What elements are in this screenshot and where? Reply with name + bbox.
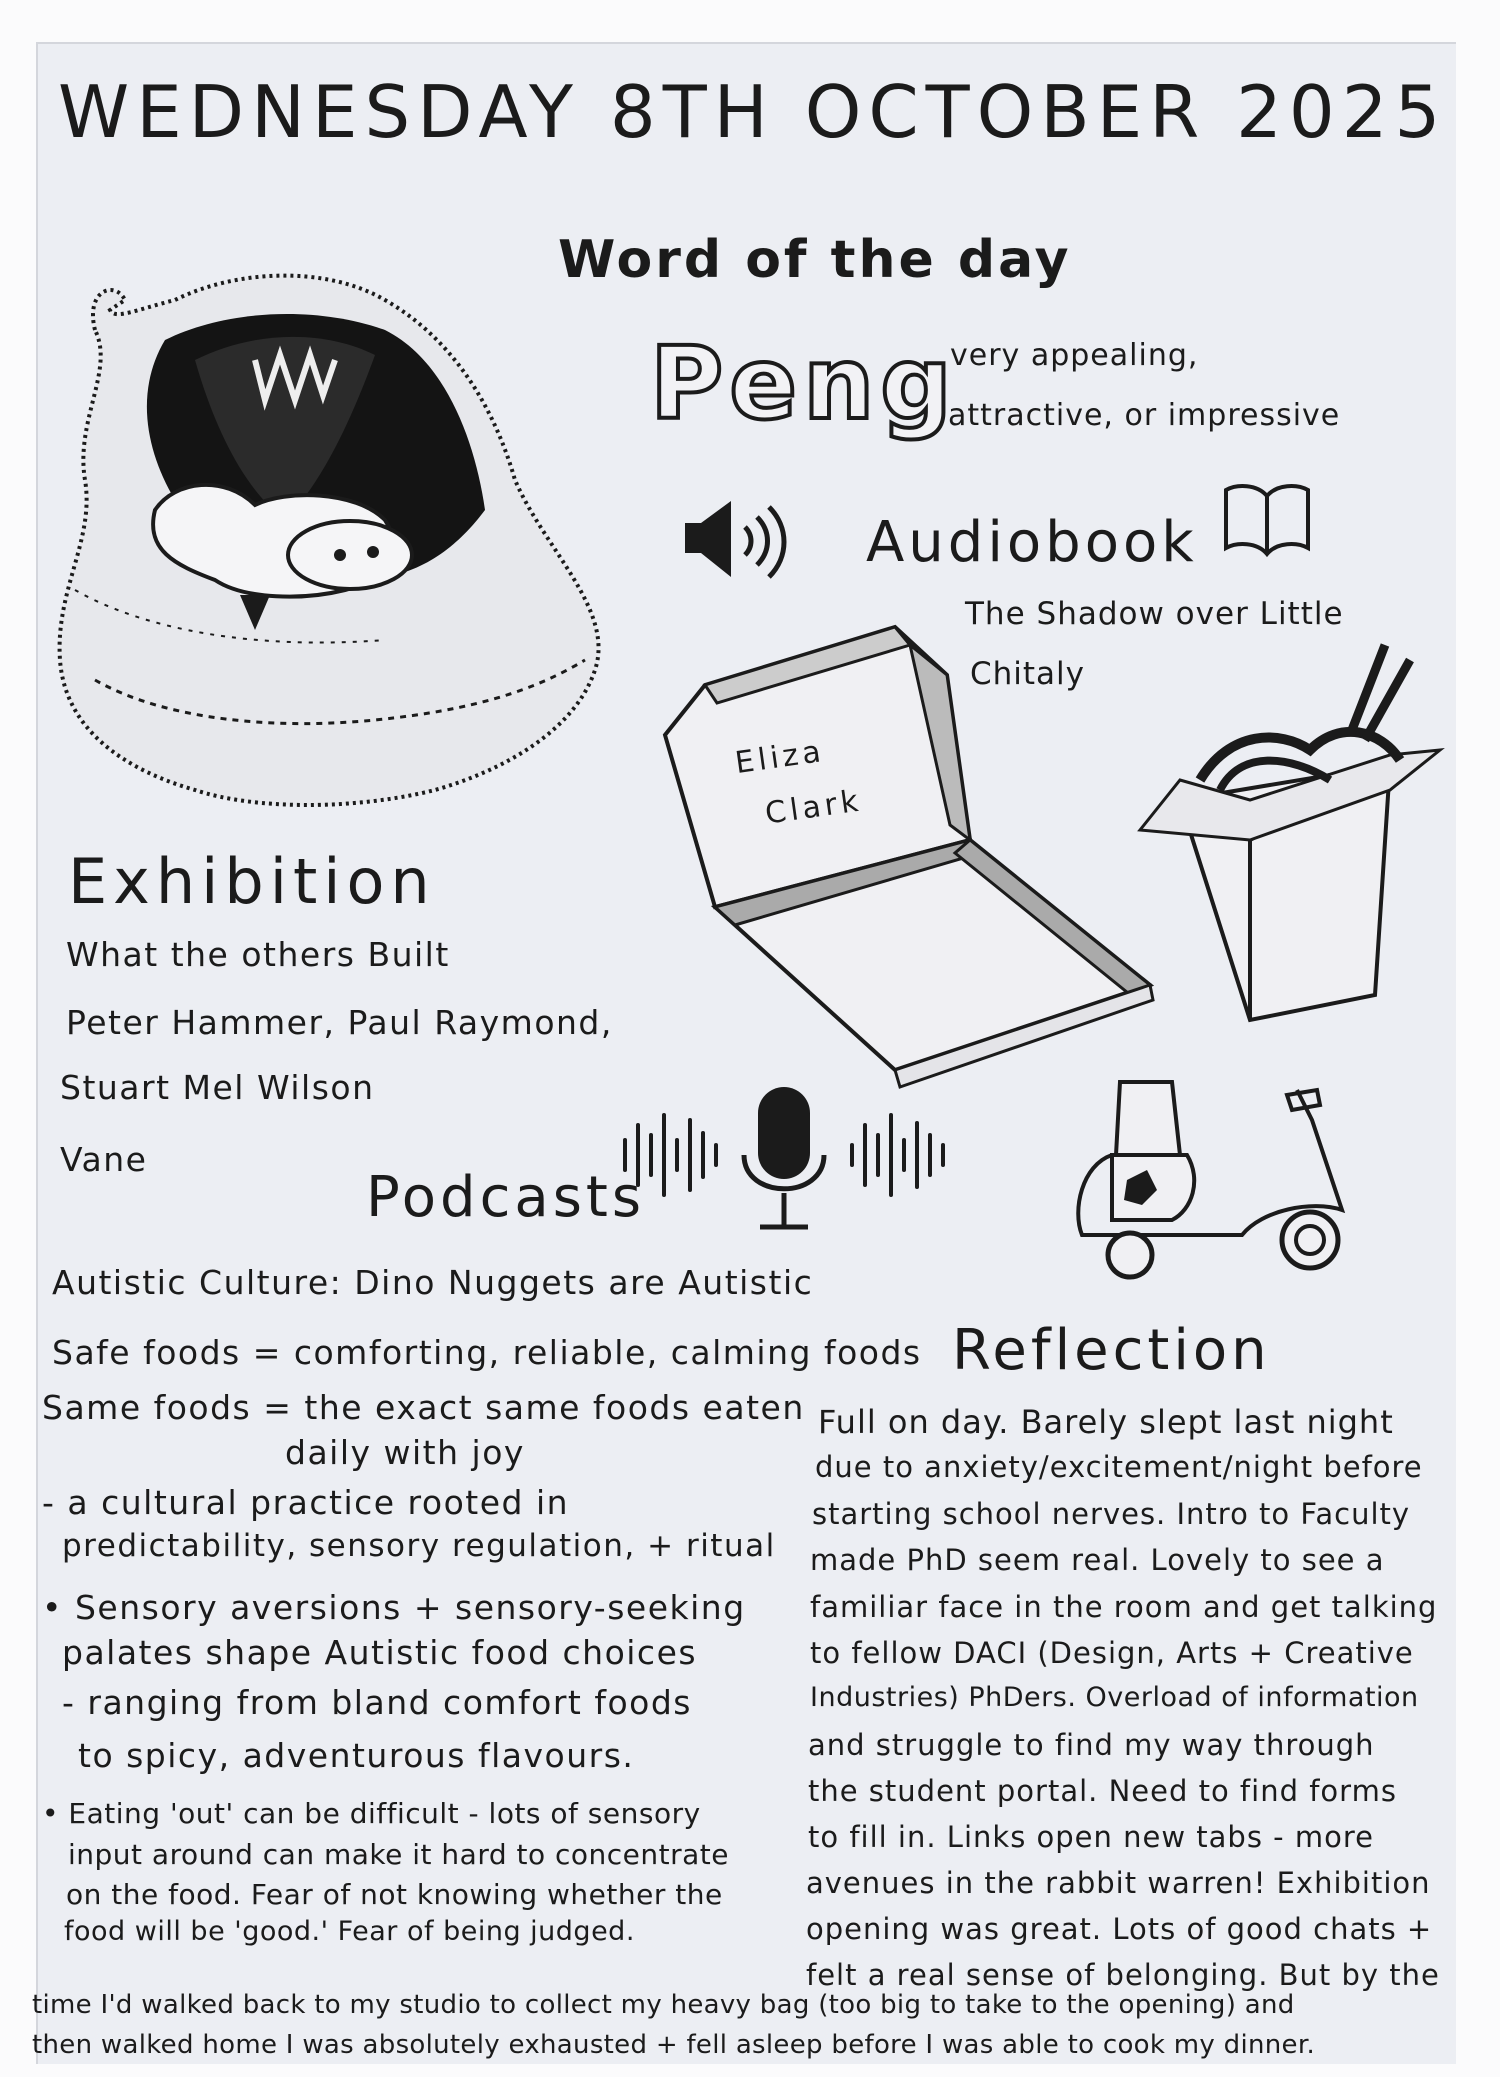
reflection-line: to fill in. Links open new tabs - more [808, 1820, 1374, 1854]
podcast-note-line: Same foods = the exact same foods eaten [42, 1388, 805, 1427]
podcast-note-line: input around can make it hard to concentrate [68, 1838, 730, 1871]
podcast-note-line: palates shape Autistic food choices [62, 1633, 698, 1672]
podcasts-heading: Podcasts [366, 1165, 645, 1230]
reflection-line: due to anxiety/excitement/night before [815, 1450, 1423, 1484]
pizza-box-drawing-icon [655, 625, 1175, 1095]
reflection-line: familiar face in the room and get talking [810, 1590, 1438, 1624]
reflection-line: made PhD seem real. Lovely to see a [810, 1543, 1385, 1577]
microphone-icon [620, 1085, 960, 1245]
exhibition-artists-line-1: Peter Hammer, Paul Raymond, [66, 1003, 613, 1042]
word-definition-line-1: very appealing, [950, 338, 1199, 373]
audiobook-title-line-1: The Shadow over Little [965, 596, 1344, 632]
reflection-line: opening was great. Lots of good chats + [806, 1912, 1433, 1946]
speaker-icon [683, 495, 803, 585]
podcast-note-line: to spicy, adventurous flavours. [78, 1736, 635, 1775]
reflection-footer-line-1: time I'd walked back to my studio to collect my heavy bag (too big to take to the opening) and [32, 1990, 1295, 2020]
reflection-footer-line-2: then walked home I was absolutely exhausted + fell asleep before I was able to cook my dinner. [32, 2030, 1316, 2060]
podcast-note-line: daily with joy [285, 1433, 525, 1472]
podcast-note-line: • Sensory aversions + sensory-seeking [42, 1588, 746, 1627]
reflection-line: starting school nerves. Intro to Faculty [812, 1497, 1411, 1531]
podcast-note-line: predictability, sensory regulation, + ritual [62, 1528, 776, 1564]
podcast-note-line: food will be 'good.' Fear of being judged. [64, 1916, 635, 1947]
exhibition-title: What the others Built [66, 935, 450, 974]
reflection-line: the student portal. Need to find forms [808, 1774, 1397, 1808]
audiobook-author-line-1: Eliza [733, 733, 827, 782]
podcast-note-line: - ranging from bland comfort foods [62, 1683, 692, 1722]
audiobook-title-line-2: Chitaly [970, 656, 1086, 692]
noodle-box-icon [1140, 640, 1450, 1020]
reflection-heading: Reflection [952, 1318, 1271, 1383]
reflection-line: felt a real sense of belonging. But by the [806, 1958, 1440, 1992]
exhibition-heading: Exhibition [68, 845, 436, 918]
scooter-icon [1072, 1060, 1372, 1280]
exhibition-artists-line-2: Stuart Mel Wilson [60, 1068, 375, 1107]
book-icon [1222, 476, 1312, 566]
reflection-line: avenues in the rabbit warren! Exhibition [806, 1866, 1431, 1900]
page-date: WEDNESDAY 8TH OCTOBER 2025 [58, 70, 1448, 154]
podcast-episode-title: Autistic Culture: Dino Nuggets are Autistic [52, 1263, 814, 1302]
reflection-line: Full on day. Barely slept last night [818, 1403, 1394, 1441]
word-of-day-heading: Word of the day [558, 230, 1072, 290]
audiobook-heading: Audiobook [866, 510, 1198, 575]
audiobook-author-line-2: Clark [763, 783, 865, 832]
reflection-line: and struggle to find my way through [808, 1728, 1375, 1762]
exhibition-artists-line-3: Vane [60, 1140, 148, 1179]
word-of-day-word: Peng [650, 325, 958, 442]
reflection-line: Industries) PhDers. Overload of information [810, 1682, 1419, 1713]
podcast-note-line: - a cultural practice rooted in [42, 1483, 570, 1522]
podcast-note-line: on the food. Fear of not knowing whether the [66, 1878, 723, 1911]
reflection-line: to fellow DACI (Design, Arts + Creative [810, 1636, 1414, 1670]
podcast-note-line: Safe foods = comforting, reliable, calming foods [52, 1333, 922, 1372]
word-definition-line-2: attractive, or impressive [948, 398, 1341, 433]
monster-drawing-icon [55, 250, 615, 810]
podcast-note-line: • Eating 'out' can be difficult - lots of sensory [42, 1797, 701, 1830]
